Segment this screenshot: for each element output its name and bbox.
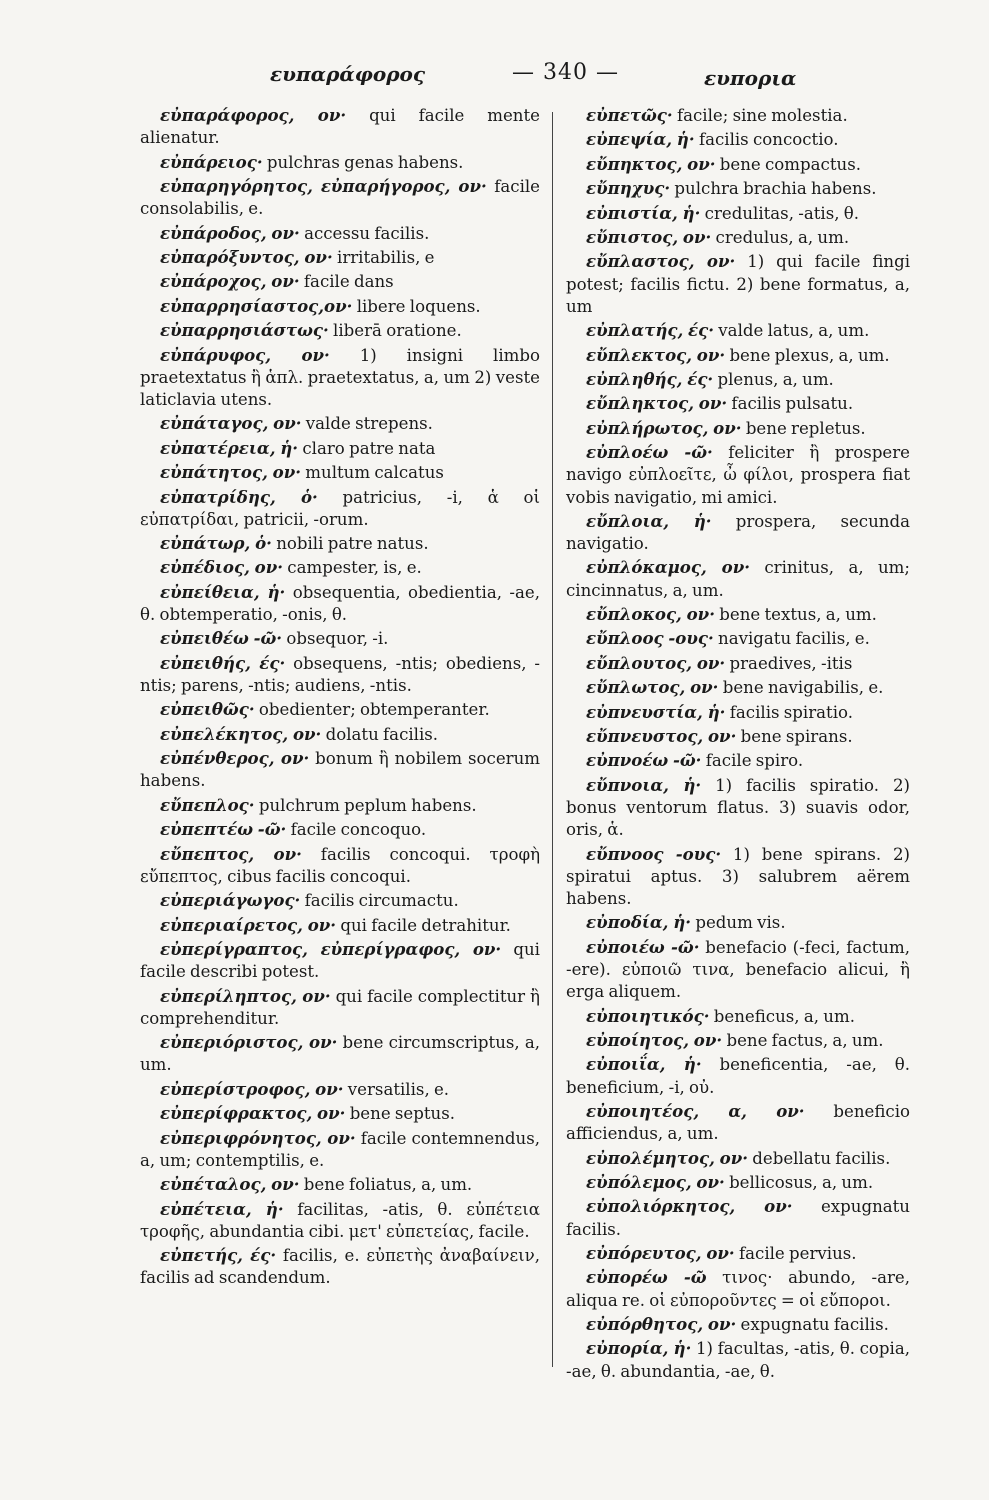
entry-definition: bene septus. <box>349 1104 456 1124</box>
dictionary-entry <box>140 914 540 937</box>
entry-headword: εὐπόρθητος, ον· <box>586 1313 737 1334</box>
dictionary-entry <box>566 202 910 225</box>
dictionary-entry <box>140 437 540 460</box>
entry-definition: facilitas, -atis, θ. εὐπέτεια τροφῆς, abundantia cibi. μετ' εὐπετείας, facile. <box>140 1199 540 1241</box>
entry-definition: facilis concoqui. τροφὴ εὔπεπτος, cibus facilis concoqui. <box>140 844 541 886</box>
entry-headword: εὐπορέω -ῶ <box>586 1267 707 1288</box>
entry-headword: εὐπάρειος· <box>160 151 263 172</box>
entry-definition: facilis spiratio. <box>729 702 854 722</box>
left-column <box>140 104 540 1291</box>
dictionary-entry <box>566 843 910 911</box>
entry-definition: bene compactus. <box>719 154 861 174</box>
entry-headword: εὐπατρίδης, ὁ· <box>160 486 318 507</box>
entry-definition: navigatu facilis, e. <box>718 629 870 649</box>
entry-headword: εὐπετῶς· <box>586 105 673 125</box>
entry-definition: 1) bene spirans. 2) spiratui aptus. 3) salubrem aërem habens. <box>566 844 910 909</box>
entry-definition: feliciter ἢ prospere navigo εὐπλοεῖτε, ὦ φίλοι, prospera fiat vobis navigatio, mi amici. <box>566 443 911 507</box>
dictionary-entry <box>566 1053 910 1098</box>
dictionary-entry <box>566 368 910 391</box>
entry-headword: εὐπάροδος, ον· <box>160 222 300 243</box>
dictionary-entry <box>566 725 910 748</box>
entry-headword: εὐπάτητος, ον· <box>160 462 301 483</box>
entry-headword: εὐπερίληπτος, ον· <box>160 985 331 1006</box>
dictionary-entry <box>140 104 540 149</box>
dictionary-entry <box>140 581 540 626</box>
entry-headword: εὐποιΐα, ἡ· <box>586 1054 702 1075</box>
entry-definition: dolatu facilis. <box>325 724 439 744</box>
entry-headword: εὔπλεκτος, ον· <box>586 344 726 365</box>
entry-definition: facilis concoctio. <box>698 130 839 150</box>
entry-headword: εὔπηκτος, ον· <box>586 153 716 174</box>
entry-headword: εὐπλατής, ές· <box>586 320 715 341</box>
entry-headword: εὐπληθής, ές· <box>586 368 714 389</box>
entry-headword: εὐποιητικός· <box>586 1005 710 1026</box>
entry-definition: bonum ἢ nobilem socerum habens. <box>140 749 540 791</box>
dictionary-entry <box>140 1173 540 1196</box>
entry-headword: εὐπειθής, ές· <box>160 652 286 673</box>
entry-definition: prospera, secunda navigatio. <box>566 511 910 554</box>
dictionary-entry <box>140 461 540 484</box>
entry-definition: 1) insigni limbo praetextatus ἢ ἁπλ. praetextatus, a, um 2) veste laticlavia utens. <box>140 345 540 409</box>
entry-headword: εὐποδία, ἡ· <box>586 912 692 933</box>
entry-definition: expugnatu facilis. <box>740 1314 889 1334</box>
entry-definition: τινος· abundo, -are, aliqua re. οἱ εὐποροῦντες = οἱ εὔποροι. <box>566 1268 911 1310</box>
entry-headword: εὐπέταλος, ον· <box>160 1174 300 1195</box>
entry-headword: εὐπεψία, ἡ· <box>586 129 695 150</box>
entry-definition: obsequens, -ntis; obediens, -ntis; parens, -ntis; audiens, -ntis. <box>140 653 540 696</box>
dictionary-entry <box>140 889 540 912</box>
entry-definition: irritabilis, e <box>337 247 435 267</box>
dictionary-entry <box>140 532 540 555</box>
dictionary-entry <box>566 250 910 318</box>
entry-definition: pulchrum peplum habens. <box>258 795 477 815</box>
dictionary-entry <box>566 417 910 440</box>
entry-definition: bene textus, a, um. <box>719 605 877 625</box>
entry-headword: εὐπάροχος, ον· <box>160 271 300 292</box>
dictionary-entry <box>140 747 540 792</box>
entry-headword: εὐπειθέω -ῶ· <box>160 628 283 649</box>
entry-definition: bene circumscriptus, a, um. <box>140 1033 540 1075</box>
entry-headword: εὐπεριφρόνητος, ον· <box>160 1127 356 1148</box>
entry-definition: facile spiro. <box>705 751 804 771</box>
entry-headword: εὐπείθεια, ἡ· <box>160 581 286 602</box>
dictionary-entry <box>566 1337 910 1382</box>
entry-headword: εὐπερίγραπτος, εὐπερίγραφος, ον· <box>160 938 502 959</box>
dictionary-entry <box>566 911 910 934</box>
dictionary-entry <box>140 818 540 841</box>
dictionary-entry <box>140 175 540 220</box>
entry-headword: εὐπέδιος, ον· <box>160 557 284 578</box>
entry-definition: nobili patre natus. <box>276 534 429 554</box>
entry-definition: debellatu facilis. <box>752 1148 891 1168</box>
entry-headword: εὐπόρευτος, ον· <box>586 1242 735 1263</box>
entry-definition: multum calcatus <box>305 463 444 483</box>
dictionary-entry <box>140 151 540 174</box>
entry-headword: εὐπαρρησιάστως· <box>160 320 329 341</box>
entry-definition: facile consolabilis, e. <box>140 176 540 219</box>
dictionary-entry <box>566 1266 910 1311</box>
entry-headword: εὐπεριαίρετος, ον· <box>160 914 337 935</box>
dictionary-entry <box>140 344 540 412</box>
entry-headword: εὔπηχυς· <box>586 178 671 199</box>
entry-definition: credulus, a, um. <box>715 227 850 247</box>
entry-headword: εὐπερίστροφος, ον· <box>160 1078 344 1099</box>
entry-headword: εὔπλωτος, ον· <box>586 677 719 698</box>
entry-headword: εὐπαρόξυντος, ον· <box>160 246 333 267</box>
entry-headword: εὐπατέρεια, ἡ· <box>160 437 299 458</box>
entry-headword: εὐπάτωρ, ὁ· <box>160 533 272 554</box>
entry-definition: patricius, -i, ἁ οἱ εὐπατρίδαι, patricii, -orum. <box>140 487 540 529</box>
entry-headword: εὐποιητέος, α, ον· <box>586 1100 805 1121</box>
entry-headword: εὐπολιόρκητος, ον· <box>586 1196 793 1217</box>
right-column <box>566 104 910 1384</box>
entry-definition: facilis pulsatu. <box>731 394 854 414</box>
dictionary-entry <box>140 652 540 697</box>
entry-headword: εὔπληκτος, ον· <box>586 393 728 414</box>
dictionary-entry <box>566 1147 910 1170</box>
dictionary-entry <box>566 1029 910 1052</box>
entry-headword: εὔπλοια, ἡ· <box>586 510 712 531</box>
entry-definition: claro patre nata <box>302 438 436 458</box>
dictionary-entry <box>566 676 910 699</box>
dictionary-entry <box>140 1127 540 1172</box>
entry-headword: εὐπερίφρακτος, ον· <box>160 1103 346 1124</box>
entry-definition: beneficus, a, um. <box>713 1006 855 1026</box>
entry-headword: εὐπεπτέω -ῶ· <box>160 819 287 840</box>
entry-definition: qui facile detrahitur. <box>340 915 511 935</box>
dictionary-entry <box>140 1078 540 1101</box>
dictionary-entry <box>566 603 910 626</box>
dictionary-entry <box>566 104 910 127</box>
entry-definition: bene foliatus, a, um. <box>303 1175 473 1195</box>
entry-definition: qui facile describi potest. <box>140 939 540 982</box>
entry-definition: bene plexus, a, um. <box>729 345 890 365</box>
dictionary-entry <box>566 177 910 200</box>
entry-definition: facile pervius. <box>738 1243 857 1263</box>
entry-definition: qui facile mente alienatur. <box>140 106 540 148</box>
entry-headword: εὐποίητος, ον· <box>586 1029 723 1050</box>
entry-headword: εὐπελέκητος, ον· <box>160 723 322 744</box>
entry-definition: campester, is, e. <box>287 558 422 578</box>
entry-headword: εὐπάταγος, ον· <box>160 413 302 434</box>
entry-headword: εὐπεριάγωγος· <box>160 890 301 911</box>
entry-headword: εὔπνευστος, ον· <box>586 726 737 747</box>
entry-headword: εὐπλόκαμος, ον· <box>586 557 750 578</box>
dictionary-entry <box>566 510 910 555</box>
entry-headword: εὐπένθερος, ον· <box>160 748 310 769</box>
dictionary-entry <box>140 295 540 318</box>
dictionary-entry <box>140 1031 540 1076</box>
entry-definition: bene navigabilis, e. <box>722 678 884 698</box>
entry-definition: qui facile complectitur ἢ comprehenditur. <box>140 986 540 1028</box>
entry-headword: εὐπιστία, ἡ· <box>586 202 701 223</box>
entry-definition: accessu facilis. <box>304 223 430 243</box>
entry-headword: εὐπλοέω -ῶ· <box>586 442 713 463</box>
dictionary-entry <box>140 794 540 817</box>
dictionary-entry <box>566 627 910 650</box>
entry-definition: crinitus, a, um; cincinnatus, a, um. <box>566 558 911 600</box>
entry-headword: εὐπέτεια, ἡ· <box>160 1198 284 1219</box>
dictionary-entry <box>566 1171 910 1194</box>
entry-definition: 1) facilis spiratio. 2) bonus ventorum flatus. 3) suavis odor, oris, ἁ. <box>566 775 910 840</box>
entry-definition: facile concoquo. <box>290 820 427 840</box>
entry-headword: εὐπαρρησίαστος,ον· <box>160 295 353 316</box>
entry-headword: εὐπολέμητος, ον· <box>586 1147 748 1168</box>
dictionary-entry <box>566 749 910 772</box>
entry-definition: bene spirans. <box>740 727 853 747</box>
dictionary-entry <box>140 319 540 342</box>
dictionary-entry <box>566 392 910 415</box>
dictionary-entry <box>140 486 540 531</box>
dictionary-entry <box>140 556 540 579</box>
dictionary-entry <box>566 319 910 342</box>
entry-headword: εὐπετής, ές· <box>160 1245 277 1266</box>
entry-definition: credulitas, -atis, θ. <box>704 203 860 223</box>
entry-definition: praedives, -itis <box>729 653 853 673</box>
entry-definition: obedienter; obtemperanter. <box>258 700 490 720</box>
dictionary-entry <box>566 441 910 509</box>
entry-headword: εὐπειθῶς· <box>160 699 255 720</box>
entry-definition: bellicosus, a, um. <box>729 1172 874 1192</box>
dictionary-entry <box>140 985 540 1030</box>
entry-definition: bene repletus. <box>745 418 866 438</box>
entry-definition: facile dans <box>303 272 394 292</box>
entry-headword: εὔπλοκος, ον· <box>586 604 715 625</box>
entry-definition: valde latus, a, um. <box>718 321 870 341</box>
entry-headword: εὔπνοια, ἡ· <box>586 774 702 795</box>
dictionary-entry <box>140 843 540 888</box>
entry-definition: 1) facultas, -atis, θ. copia, -ae, θ. abundantia, -ae, θ. <box>566 1339 911 1381</box>
entry-headword: εὐπόλεμος, ον· <box>586 1171 725 1192</box>
left-guide-word: ευπαράφορος <box>270 62 426 86</box>
entry-headword: εὐπάρυφος, ον· <box>160 344 330 365</box>
dictionary-entry <box>140 1198 540 1243</box>
column-divider <box>552 112 553 1367</box>
entry-definition: pulchra brachia habens. <box>674 179 877 199</box>
dictionary-entry <box>140 938 540 983</box>
entry-definition: facile; sine molestia. <box>676 106 848 125</box>
entry-headword: εὐπνευστία, ἡ· <box>586 701 726 722</box>
entry-headword: εὐποιέω -ῶ· <box>586 936 700 957</box>
entry-headword: εὔπλουτος, ον· <box>586 652 726 673</box>
page-number: — 340 — <box>512 60 619 85</box>
entry-headword: εὐπνοέω -ῶ· <box>586 750 702 771</box>
entry-definition: versatilis, e. <box>347 1079 450 1099</box>
dictionary-entry <box>140 246 540 269</box>
entry-headword: εὐπλήρωτος, ον· <box>586 417 742 438</box>
entry-definition: facilis, e. εὐπετὴς ἀναβαίνειν, facilis ad scandendum. <box>140 1246 540 1288</box>
entry-definition: bene factus, a, um. <box>726 1030 884 1050</box>
entry-definition: beneficentia, -ae, θ. beneficium, -i, οὐ. <box>566 1055 911 1097</box>
dictionary-entry <box>566 226 910 249</box>
entry-headword: εὐπαρηγόρητος, εὐπαρήγορος, ον· <box>160 175 487 196</box>
dictionary-entry <box>566 1005 910 1028</box>
right-guide-word: ευπορια <box>704 66 797 90</box>
entry-definition: pedum vis. <box>695 913 786 933</box>
entry-definition: plenus, a, um. <box>717 369 834 389</box>
entry-headword: εὐπαράφορος, ον· <box>160 105 347 125</box>
entry-definition: beneficio afficiendus, a, um. <box>566 1101 910 1144</box>
entry-definition: libere loquens. <box>356 296 481 316</box>
dictionary-entry <box>566 1242 910 1265</box>
dictionary-entry <box>140 723 540 746</box>
dictionary-entry <box>566 344 910 367</box>
page-header <box>0 52 989 92</box>
entry-headword: εὔπεπτος, ον· <box>160 843 302 864</box>
dictionary-entry <box>140 412 540 435</box>
entry-headword: εὔπλαστος, ον· <box>586 251 736 272</box>
dictionary-entry <box>566 1100 910 1145</box>
entry-definition: obsequor, -i. <box>286 629 389 649</box>
entry-headword: εὔπιστος, ον· <box>586 226 712 247</box>
dictionary-entry <box>566 128 910 151</box>
dictionary-entry <box>140 270 540 293</box>
dictionary-entry <box>140 1102 540 1125</box>
dictionary-entry <box>566 1313 910 1336</box>
entry-definition: facile contemnendus, a, um; contemptilis, e. <box>140 1128 540 1170</box>
entry-definition: facilis circumactu. <box>304 891 459 911</box>
dictionary-entry <box>140 698 540 721</box>
dictionary-entry <box>566 701 910 724</box>
entry-definition: 1) qui facile fingi potest; facilis fictu. 2) bene formatus, a, um <box>566 252 910 316</box>
dictionary-entry <box>566 652 910 675</box>
dictionary-entry <box>566 153 910 176</box>
dictionary-entry <box>140 1244 540 1289</box>
entry-headword: εὔπεπλος· <box>160 794 255 815</box>
entry-definition: benefacio (-feci, factum, -ere). εὐποιῶ τινα, benefacio alicui, ἢ erga aliquem. <box>566 937 910 1002</box>
entry-definition: liberā oratione. <box>333 321 462 341</box>
dictionary-entry <box>566 936 910 1004</box>
entry-definition: obsequentia, obedientia, -ae, θ. obtemperatio, -onis, θ. <box>140 582 540 625</box>
dictionary-entry <box>140 222 540 245</box>
entry-headword: εὔπλοος -ους· <box>586 628 714 649</box>
entry-definition: pulchras genas habens. <box>266 152 464 172</box>
entry-headword: εὐπεριόριστος, ον· <box>160 1032 338 1053</box>
dictionary-entry <box>566 556 910 601</box>
dictionary-entry <box>566 1195 910 1240</box>
dictionary-entry <box>566 774 910 842</box>
entry-headword: εὔπνοος -ους· <box>586 843 722 864</box>
dictionary-entry <box>140 627 540 650</box>
entry-definition: valde strepens. <box>305 414 433 434</box>
entry-headword: εὐπορία, ἡ· <box>586 1338 692 1359</box>
entry-definition: expugnatu facilis. <box>566 1197 910 1239</box>
